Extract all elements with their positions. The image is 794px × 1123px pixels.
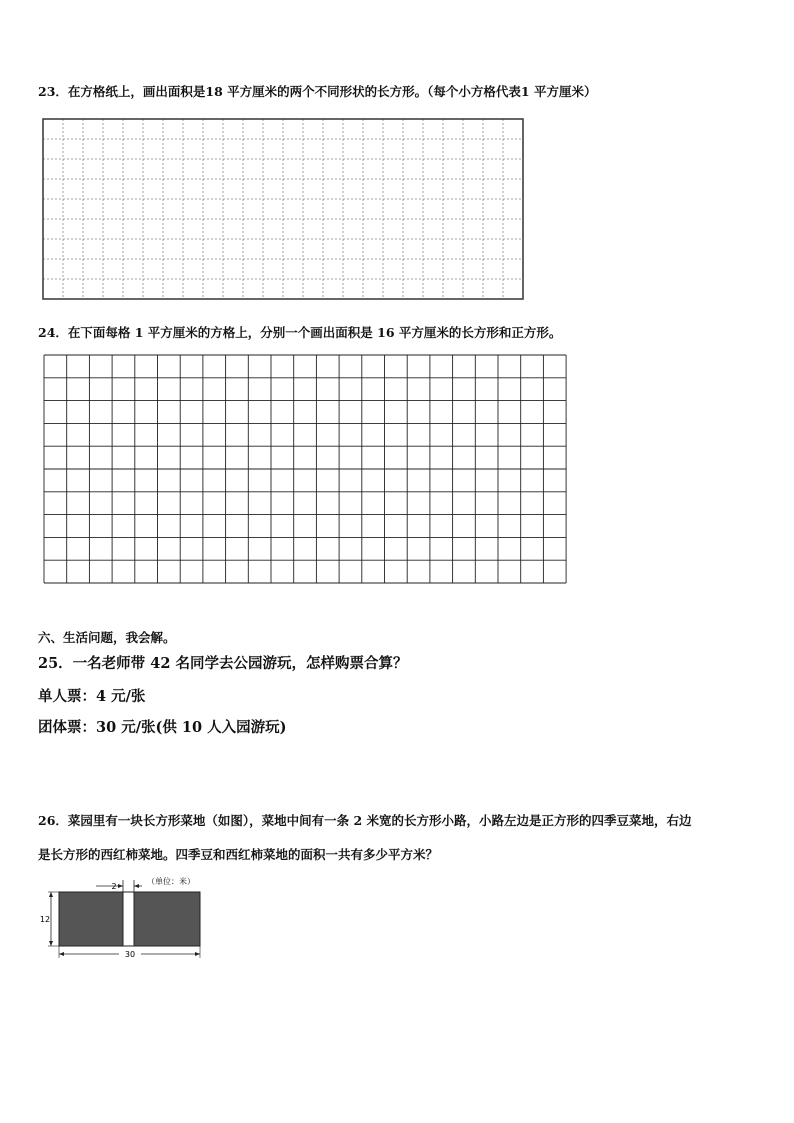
tomato-field xyxy=(134,892,200,946)
q26-text-line1: 26．菜园里有一块长方形菜地（如图），菜地中间有一条 2 米宽的长方形小路，小路左边是正方形的四季豆菜地，右边 xyxy=(38,813,692,828)
q25-text: 25．一名老师带 42 名同学去公园游玩，怎样购票合算？ xyxy=(38,655,408,672)
group-ticket-price: 团体票：30 元/张(供 10 人入园游玩) xyxy=(38,719,287,736)
q24-text: 24．在下面每格 1 平方厘米的方格上，分别一个画出面积是 16 平方厘米的长方形和正方形。 xyxy=(38,325,562,340)
single-ticket-price: 单人票：4 元/张 xyxy=(38,688,146,705)
q23-dotted-grid[interactable] xyxy=(41,117,526,302)
vegetable-garden-figure xyxy=(34,872,209,962)
section-title: 六、生活问题，我会解。 xyxy=(38,630,176,645)
path-strip xyxy=(123,892,134,946)
unit-label: （单位：米） xyxy=(147,877,195,886)
q26-text-line2: 是长方形的西红柿菜地。四季豆和西红柿菜地的面积一共有多少平方米？ xyxy=(38,847,439,862)
q24-square-grid[interactable] xyxy=(43,354,569,586)
bean-field xyxy=(59,892,123,946)
path-width-label: 2 xyxy=(111,882,117,891)
height-label: 12 xyxy=(39,915,51,924)
width-label: 30 xyxy=(124,950,136,959)
q23-text: 23．在方格纸上，画出面积是18 平方厘米的两个不同形状的长方形。（每个小方格代表1 平方厘米） xyxy=(38,84,597,99)
